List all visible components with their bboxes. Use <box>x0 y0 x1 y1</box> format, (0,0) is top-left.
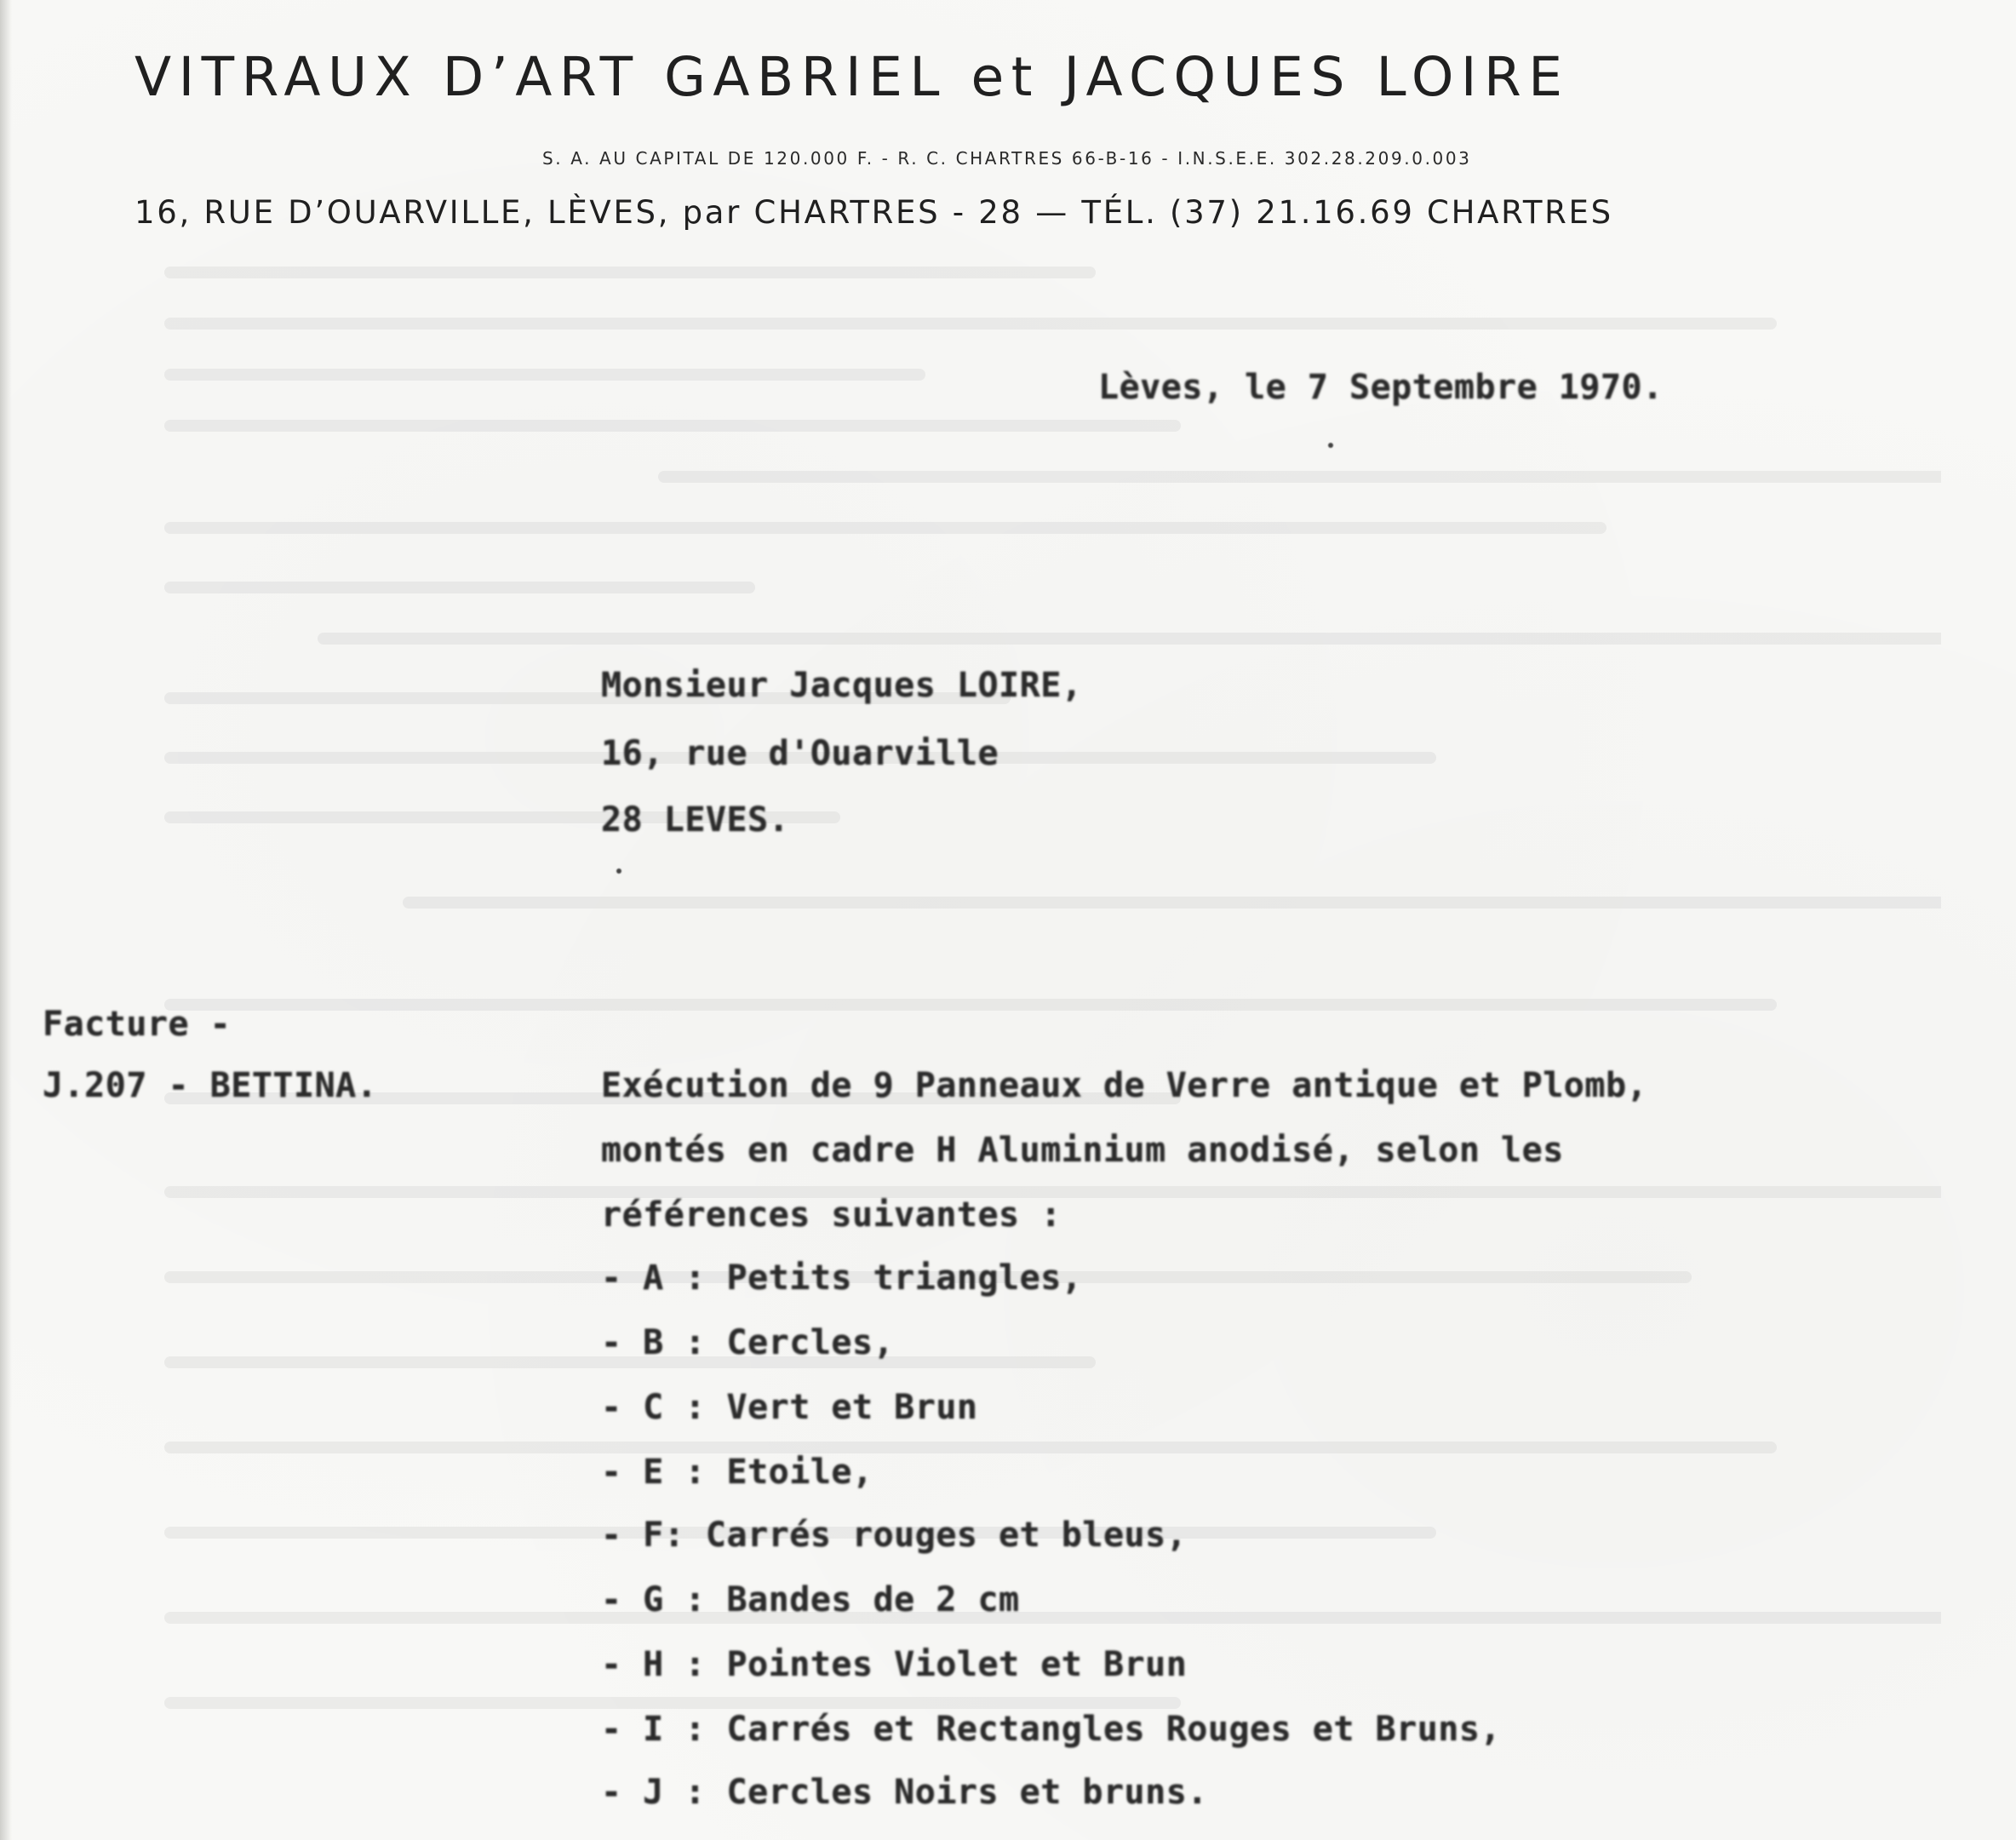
panel-item-f: - F: Carrés rouges et bleus, <box>601 1516 1188 1555</box>
panel-item-a: - A : Petits triangles, <box>601 1258 1083 1298</box>
panel-item-h: - H : Pointes Violet et Brun <box>601 1645 1188 1684</box>
body-intro-line-1: Exécution de 9 Panneaux de Verre antique et Plomb, <box>601 1066 1648 1105</box>
panel-item-b: - B : Cercles, <box>601 1323 895 1362</box>
invoice-label: Facture - <box>43 1005 232 1044</box>
date-line: Lèves, le 7 Septembre 1970. <box>1098 368 1664 407</box>
panel-item-e: - E : Etoile, <box>601 1453 873 1492</box>
letterhead-legal-info: S. A. AU CAPITAL DE 120.000 F. - R. C. CHARTRES 66-B-16 - I.N.S.E.E. 302.28.209.0.003 <box>542 148 1472 169</box>
panel-item-g: - G : Bandes de 2 cm <box>601 1580 1020 1619</box>
recipient-street: 16, rue d'Ouarville <box>601 734 999 773</box>
invoice-reference: J.207 - BETTINA. <box>43 1066 378 1105</box>
ink-speck <box>616 868 621 874</box>
body-intro-line-3: références suivantes : <box>601 1195 1062 1235</box>
recipient-name: Monsieur Jacques LOIRE, <box>601 666 1083 705</box>
page-edge-shadow <box>0 0 12 1840</box>
panel-item-i: - I : Carrés et Rectangles Rouges et Bruns, <box>601 1710 1502 1749</box>
recipient-city: 28 LEVES. <box>601 800 790 840</box>
show-through-lines <box>153 255 1941 1788</box>
body-intro-line-2: montés en cadre H Aluminium anodisé, selon les <box>601 1131 1564 1170</box>
letterhead-title: VITRAUX D’ART GABRIEL et JACQUES LOIRE <box>135 46 1570 108</box>
ink-speck <box>1328 443 1333 448</box>
panel-item-j: - J : Cercles Noirs et bruns. <box>601 1773 1208 1812</box>
letterhead-address: 16, RUE D’OUARVILLE, LÈVES, par CHARTRES - 28 — TÉL. (37) 21.16.69 CHARTRES <box>135 194 1613 231</box>
panel-item-c: - C : Vert et Brun <box>601 1388 978 1427</box>
show-through-texture <box>153 255 1941 1788</box>
